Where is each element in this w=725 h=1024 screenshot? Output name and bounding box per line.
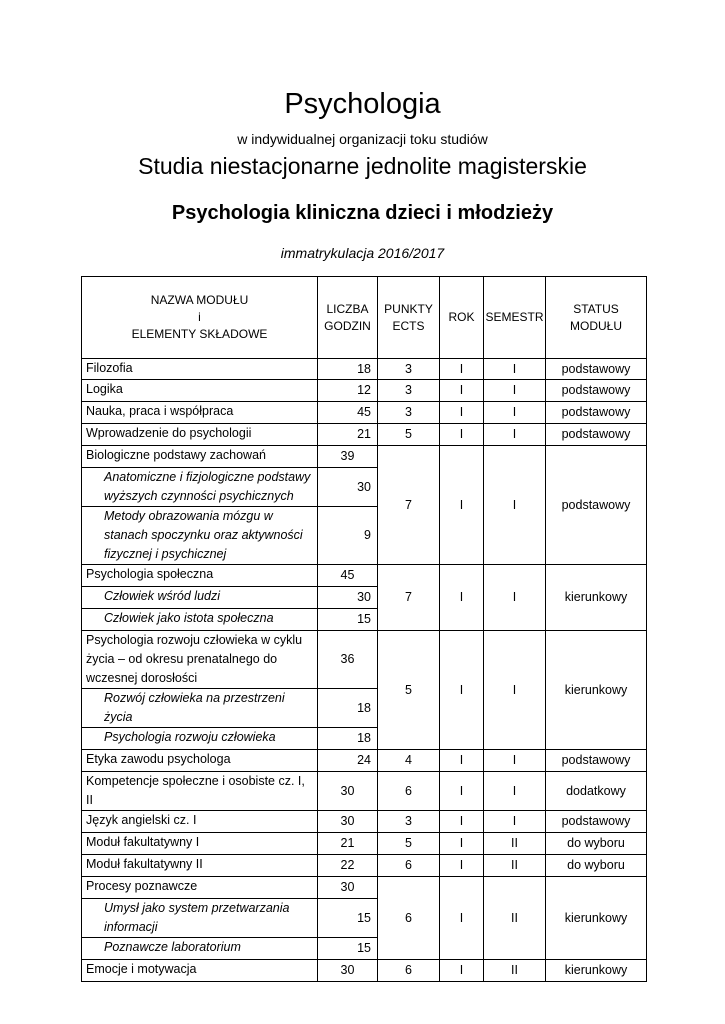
module-semester: II bbox=[484, 855, 546, 877]
module-year: I bbox=[440, 811, 484, 833]
module-status: podstawowy bbox=[546, 402, 647, 424]
module-status: podstawowy bbox=[546, 811, 647, 833]
header-text: MODUŁU bbox=[569, 318, 622, 333]
component-hours: 15 bbox=[318, 938, 378, 960]
header-text: PUNKTY bbox=[384, 301, 433, 316]
component-hours: 9 bbox=[318, 507, 378, 565]
module-hours: 12 bbox=[318, 380, 378, 402]
module-year: I bbox=[440, 772, 484, 811]
module-semester: I bbox=[484, 631, 546, 750]
module-semester: I bbox=[484, 380, 546, 402]
module-semester: II bbox=[484, 833, 546, 855]
component-hours: 30 bbox=[318, 587, 378, 609]
module-year: I bbox=[440, 631, 484, 750]
module-name: Etyka zawodu psychologa bbox=[82, 750, 318, 772]
module-ects: 3 bbox=[378, 811, 440, 833]
component-name: Metody obrazowania mózgu w stanach spoczynku oraz aktywności fizycznej i psychicznej bbox=[82, 507, 318, 565]
module-status: podstawowy bbox=[546, 446, 647, 565]
module-ects: 6 bbox=[378, 960, 440, 982]
header-hours bbox=[318, 277, 378, 359]
table-row bbox=[82, 811, 647, 833]
module-semester: I bbox=[484, 359, 546, 380]
header-text: ELEMENTY SKŁADOWE bbox=[131, 327, 268, 341]
module-ects: 3 bbox=[378, 359, 440, 380]
module-year: I bbox=[440, 833, 484, 855]
module-semester: I bbox=[484, 565, 546, 631]
header-status bbox=[546, 277, 647, 359]
table-row bbox=[82, 446, 647, 468]
module-status: kierunkowy bbox=[546, 631, 647, 750]
module-semester: II bbox=[484, 960, 546, 982]
table-row bbox=[82, 380, 647, 402]
module-name: Moduł fakultatywny II bbox=[82, 855, 318, 877]
module-hours: 21 bbox=[318, 424, 378, 446]
module-hours: 45 bbox=[318, 565, 378, 587]
module-semester: I bbox=[484, 446, 546, 565]
module-year: I bbox=[440, 877, 484, 960]
specialization-title: Psychologia kliniczna dzieci i młodzieży bbox=[171, 202, 554, 224]
header-text: i bbox=[198, 310, 201, 324]
header-text: GODZIN bbox=[324, 318, 371, 333]
module-year: I bbox=[440, 380, 484, 402]
module-hours: 39 bbox=[318, 446, 378, 468]
module-semester: I bbox=[484, 424, 546, 446]
component-name: Anatomiczne i fizjologiczne podstawy wyższych czynności psychicznych bbox=[82, 468, 318, 507]
table-row bbox=[82, 772, 647, 811]
module-year: I bbox=[440, 446, 484, 565]
header-text: LICZBA bbox=[326, 301, 369, 316]
module-ects: 7 bbox=[378, 565, 440, 631]
table-header-row bbox=[82, 277, 647, 359]
module-name: Biologiczne podstawy zachowań bbox=[82, 446, 318, 468]
component-hours: 15 bbox=[318, 609, 378, 631]
module-hours: 30 bbox=[318, 960, 378, 982]
document-subtitle: w indywidualnej organizacji toku studiów bbox=[237, 131, 488, 147]
module-year: I bbox=[440, 565, 484, 631]
module-semester: I bbox=[484, 750, 546, 772]
header-text: NAZWA MODUŁU bbox=[150, 293, 249, 307]
table-row bbox=[82, 565, 647, 587]
module-status: podstawowy bbox=[546, 359, 647, 380]
table-row bbox=[82, 359, 647, 380]
module-ects: 5 bbox=[378, 833, 440, 855]
module-status: do wyboru bbox=[546, 855, 647, 877]
module-year: I bbox=[440, 750, 484, 772]
module-name: Filozofia bbox=[82, 359, 318, 380]
table-row bbox=[82, 960, 647, 982]
module-name: Logika bbox=[82, 380, 318, 402]
immatriculation-label: immatrykulacja 2016/2017 bbox=[280, 245, 445, 261]
document-title: Psychologia bbox=[284, 88, 441, 120]
module-year: I bbox=[440, 855, 484, 877]
module-ects: 3 bbox=[378, 380, 440, 402]
module-year: I bbox=[440, 359, 484, 380]
module-semester: I bbox=[484, 402, 546, 424]
module-status: dodatkowy bbox=[546, 772, 647, 811]
module-hours: 45 bbox=[318, 402, 378, 424]
module-name: Kompetencje społeczne i osobiste cz. I, II bbox=[82, 772, 318, 811]
module-status: kierunkowy bbox=[546, 960, 647, 982]
component-name: Rozwój człowieka na przestrzeni życia bbox=[82, 689, 318, 728]
module-hours: 30 bbox=[318, 877, 378, 899]
module-hours: 30 bbox=[318, 772, 378, 811]
component-hours: 15 bbox=[318, 899, 378, 938]
module-ects: 6 bbox=[378, 772, 440, 811]
module-ects: 5 bbox=[378, 424, 440, 446]
module-hours: 30 bbox=[318, 811, 378, 833]
module-ects: 5 bbox=[378, 631, 440, 750]
module-ects: 3 bbox=[378, 402, 440, 424]
module-hours: 21 bbox=[318, 833, 378, 855]
component-hours: 30 bbox=[318, 468, 378, 507]
header-semester: SEMESTR bbox=[484, 277, 546, 359]
component-name: Umysł jako system przetwarzania informacji bbox=[82, 899, 318, 938]
header-text: ECTS bbox=[392, 318, 425, 333]
component-hours: 18 bbox=[318, 728, 378, 750]
module-name: Procesy poznawcze bbox=[82, 877, 318, 899]
header-ects bbox=[378, 277, 440, 359]
curriculum-table bbox=[81, 276, 647, 982]
module-name: Emocje i motywacja bbox=[82, 960, 318, 982]
module-name: Psychologia rozwoju człowieka w cyklu życia – od okresu prenatalnego do wczesnej dorosłości bbox=[82, 631, 318, 689]
module-hours: 24 bbox=[318, 750, 378, 772]
module-hours: 36 bbox=[318, 631, 378, 689]
module-semester: I bbox=[484, 772, 546, 811]
module-ects: 6 bbox=[378, 877, 440, 960]
module-year: I bbox=[440, 960, 484, 982]
table-row bbox=[82, 402, 647, 424]
module-name: Psychologia społeczna bbox=[82, 565, 318, 587]
module-ects: 7 bbox=[378, 446, 440, 565]
component-name: Człowiek wśród ludzi bbox=[82, 587, 318, 609]
table-row bbox=[82, 750, 647, 772]
table-row bbox=[82, 855, 647, 877]
table-row bbox=[82, 877, 647, 899]
component-name: Psychologia rozwoju człowieka bbox=[82, 728, 318, 750]
module-year: I bbox=[440, 402, 484, 424]
module-name: Wprowadzenie do psychologii bbox=[82, 424, 318, 446]
module-name: Nauka, praca i współpraca bbox=[82, 402, 318, 424]
module-name: Moduł fakultatywny I bbox=[82, 833, 318, 855]
table-row bbox=[82, 631, 647, 689]
component-hours: 18 bbox=[318, 689, 378, 728]
table-row bbox=[82, 424, 647, 446]
module-status: do wyboru bbox=[546, 833, 647, 855]
module-hours: 22 bbox=[318, 855, 378, 877]
module-status: podstawowy bbox=[546, 380, 647, 402]
module-name: Język angielski cz. I bbox=[82, 811, 318, 833]
module-ects: 4 bbox=[378, 750, 440, 772]
header-year: ROK bbox=[440, 277, 484, 359]
header-text: STATUS bbox=[573, 301, 619, 316]
module-semester: I bbox=[484, 811, 546, 833]
module-status: podstawowy bbox=[546, 750, 647, 772]
module-year: I bbox=[440, 424, 484, 446]
module-hours: 18 bbox=[318, 359, 378, 380]
component-name: Poznawcze laboratorium bbox=[82, 938, 318, 960]
module-status: kierunkowy bbox=[546, 877, 647, 960]
header-module-name bbox=[82, 277, 318, 359]
study-type: Studia niestacjonarne jednolite magisterskie bbox=[138, 153, 587, 179]
component-name: Człowiek jako istota społeczna bbox=[82, 609, 318, 631]
module-status: kierunkowy bbox=[546, 565, 647, 631]
table-row bbox=[82, 833, 647, 855]
module-ects: 6 bbox=[378, 855, 440, 877]
module-semester: II bbox=[484, 877, 546, 960]
module-status: podstawowy bbox=[546, 424, 647, 446]
